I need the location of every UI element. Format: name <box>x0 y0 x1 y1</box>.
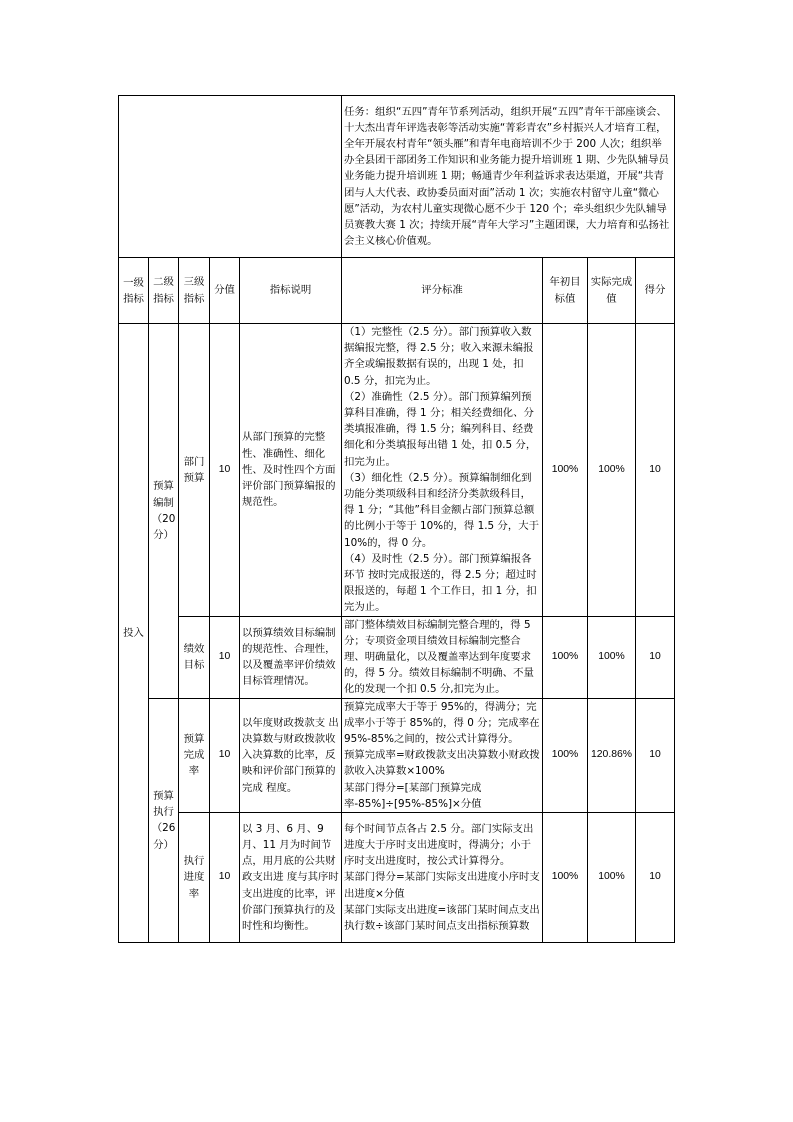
score-cell: 10 <box>210 324 240 617</box>
got-cell: 10 <box>636 616 675 698</box>
task-blank-cell <box>119 96 342 258</box>
actual-cell: 100% <box>588 616 636 698</box>
table-row <box>119 698 675 812</box>
level3-cell: 绩效目标 <box>179 616 210 698</box>
standard-cell <box>342 616 543 698</box>
header-level1: 一级指标 <box>119 258 149 324</box>
standard-line: （1）完整性（2.5 分）。部门预算收入数据编报完整，得 2.5 分；收入来源未编报齐全或编报数据有误的，出现 1 处，扣 0.5 分，扣完为止。 <box>344 326 534 387</box>
actual-cell: 100% <box>588 324 636 617</box>
task-row <box>119 96 675 258</box>
got-cell: 10 <box>636 698 675 812</box>
actual-cell: 100% <box>588 813 636 943</box>
score-cell: 10 <box>210 698 240 812</box>
standard-cell <box>342 813 543 943</box>
table-row <box>119 813 675 943</box>
target-cell: 100% <box>543 616 588 698</box>
standard-line: （3）细化性（2.5 分）。预算编制细化到功能分类项级科目和经济分类款级科目，得 1 分；“其他”科目金额占部门预算总额的比例小于等于 10%的，得 1.5 分，大于 10%的，得 0 分。 <box>344 471 539 549</box>
header-standard: 评分标准 <box>342 258 543 324</box>
score-cell: 10 <box>210 616 240 698</box>
standard-line: （4）及时性（2.5 分）。部门预算编报各环节 按时完成报送的，得 2.5 分；超过时限报送的，每超 1 个工作日，扣 1 分，扣完为止。 <box>344 552 537 614</box>
header-level2: 二级指标 <box>149 258 179 324</box>
level3-cell: 部门预算 <box>179 324 210 617</box>
score-cell: 10 <box>210 813 240 943</box>
desc-cell: 以年度财政拨款支 出决算数与财政拨款收 入决算数的比率，反映和评价部门预算的完成 程度。 <box>240 698 342 812</box>
got-cell: 10 <box>636 324 675 617</box>
header-actual: 实际完成值 <box>588 258 636 324</box>
header-got: 得分 <box>636 258 675 324</box>
standard-line: 每个时间节点各占 2.5 分。部门实际支出进度大于序时支出进度时，得满分；小于序时支出进度时，按公式计算得分。 <box>344 822 534 868</box>
table-row <box>119 616 675 698</box>
level3-cell: 执行进度率 <box>179 813 210 943</box>
standard-line: 某部门得分=[某部门预算完成率-85%]÷[95%-85%]×分值 <box>344 781 482 810</box>
desc-cell: 以 3 月、6 月、9 月、11 月为时间节点，用月底的公共财政支出进 度与其序时支出进度的比率，评价部门预算执行的及时性和均衡性。 <box>240 813 342 943</box>
standard-line: 部门整体绩效目标编制完整合理的，得 5 分；专项资金项目绩效目标编制完整合理、明确量化，以及覆盖率达到年度要求的，得 5 分。绩效目标编制不明确、不量化的发现一个扣 0.5 分,扣完为止。 <box>344 618 534 696</box>
header-row <box>119 258 675 324</box>
actual-cell: 120.86% <box>588 698 636 812</box>
table-row <box>119 324 675 617</box>
standard-line: 某部门实际支出进度=该部门某时间点支出执行数÷该部门某时间点支出指标预算数 <box>344 903 540 933</box>
group-cell: 预算执行（26分） <box>149 698 179 942</box>
standard-cell <box>342 698 543 812</box>
standard-line: 预算完成率=财政拨款支出决算数小财政拨款收入决算数×100% <box>344 749 540 778</box>
header-score: 分值 <box>210 258 240 324</box>
level1-cell: 投入 <box>119 324 149 943</box>
target-cell: 100% <box>543 698 588 812</box>
task-text: 任务：组织“五四”青年节系列活动，组织开展“五四”青年干部座谈会、十大杰出青年评选表彰等活动实施“菁彩青农”乡村振兴人才培育工程，全年开展农村青年“领头雁”和青年电商培训不少于 200 人次；组织举办全县团干部团务工作知识和业务能力提升培训班 1 期、少先队辅导员业务能力提升培训班 1 期；畅通青少年利益诉求表达渠道，开展“共青团与人大代表、政协委员面对面”活动 1 次；实施农村留守儿童“微心愿”活动，为农村儿童实现微心愿不少于 120 个；牵头组织少先队辅导员赛教大赛 1 次；持续开展“青年大学习”主题团课，大力培育和弘扬社会主义核心价值观。 <box>342 96 675 258</box>
group-cell: 预算编制（20分） <box>149 324 179 699</box>
performance-table <box>118 95 675 943</box>
standard-line: （2）准确性（2.5 分）。部门预算编列预算科目准确，得 1 分；相关经费细化、分类填报准确，得 1.5 分；编列科目、经费细化和分类填报每出错 1 处，扣 0.5 分，扣完为止。 <box>344 390 537 468</box>
target-cell: 100% <box>543 324 588 617</box>
level3-cell: 预算完成率 <box>179 698 210 812</box>
standard-line: 某部门得分=某部门实际支出进度小序时支出进度×分值 <box>344 871 540 900</box>
target-cell: 100% <box>543 813 588 943</box>
desc-cell: 从部门预算的完整性、准确性、细化性、及时性四个方面评价部门预算编报的规范性。 <box>240 324 342 617</box>
header-desc: 指标说明 <box>240 258 342 324</box>
header-level3: 三级指标 <box>179 258 210 324</box>
standard-cell <box>342 324 543 617</box>
standard-line: 预算完成率大于等于 95%的，得满分；完成率小于等于 85%的，得 0 分；完成率在 95%-85%之间的，按公式计算得分。 <box>344 700 540 746</box>
desc-cell: 以预算绩效目标编制的规范性、合理性，以及覆盖率评价绩效目标管理情况。 <box>240 616 342 698</box>
got-cell: 10 <box>636 813 675 943</box>
header-target: 年初目标值 <box>543 258 588 324</box>
